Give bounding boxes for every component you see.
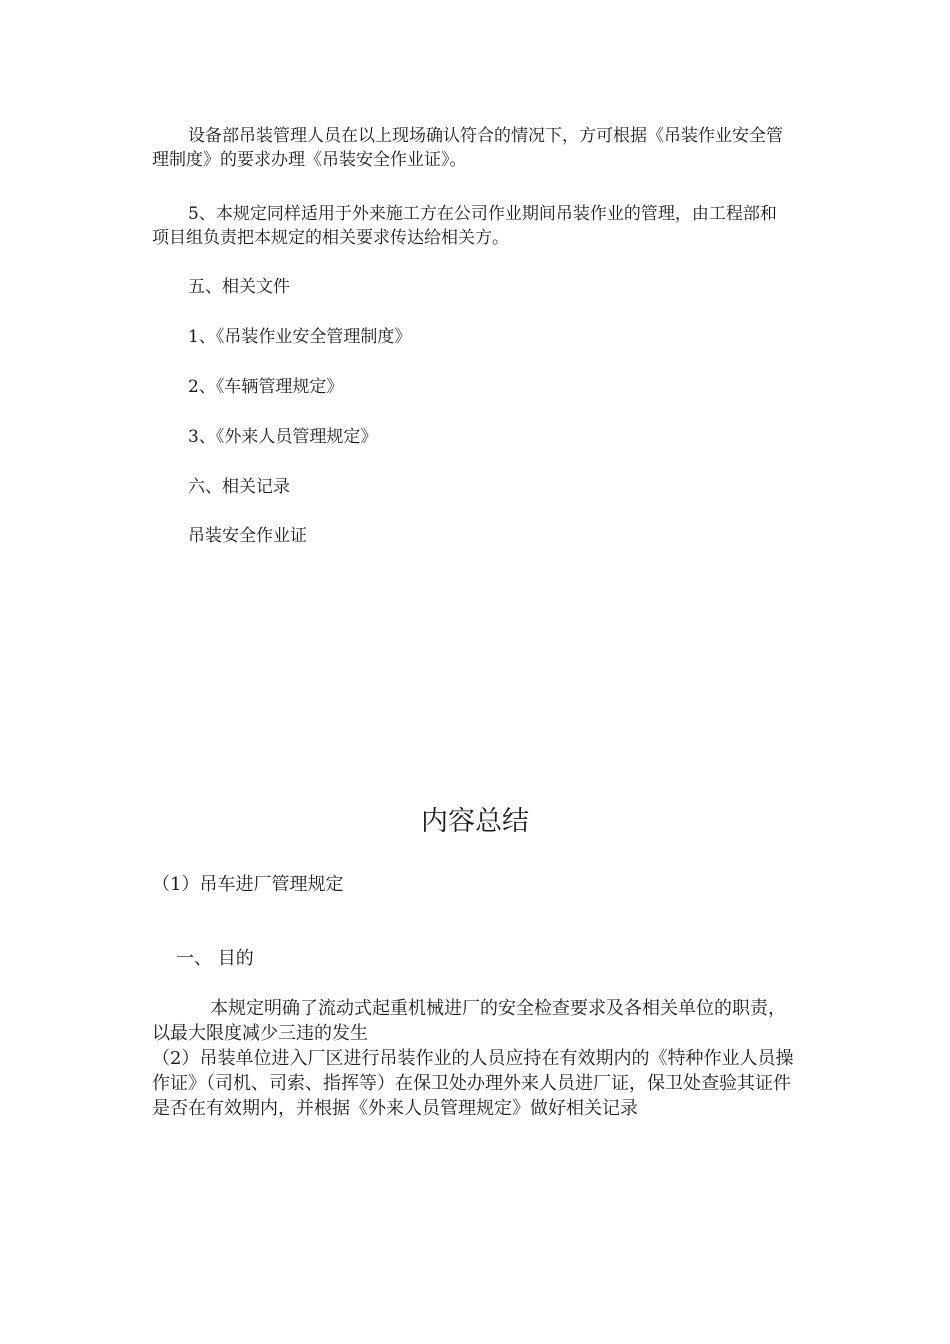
related-document-item-3: 3、《外来人员管理规定》 xyxy=(188,427,378,447)
paragraph-confirm-permit: 设备部吊装管理人员在以上现场确认符合的情况下，方可根据《吊装作业安全管理制度》的要求办理《吊装安全作业证》。 xyxy=(152,126,783,170)
paragraph-external-contractors: 5、本规定同样适用于外来施工方在公司作业期间吊装作业的管理，由工程部和项目组负责把本规定的相关要求传达给相关方。 xyxy=(152,204,777,248)
summary-item-1: （1）吊车进厂管理规定 xyxy=(152,874,344,895)
summary-purpose-text: 本规定明确了流动式起重机械进厂的安全检查要求及各相关单位的职责，以最大限度减少三违的发生 xyxy=(152,998,786,1044)
related-document-item-2: 2、《车辆管理规定》 xyxy=(188,377,344,397)
related-document-item-1: 1、《吊装作业安全管理制度》 xyxy=(188,327,412,347)
summary-title: 内容总结 xyxy=(421,806,529,837)
section-heading-related-records: 六、相关记录 xyxy=(188,477,290,497)
summary-item-2: （2）吊装单位进入厂区进行吊装作业的人员应持在有效期内的《特种作业人员操作证》（司机、司索、指挥等）在保卫处办理外来人员进厂证，保卫处查验其证件是否在有效期内，并根据《外来人员管理规定》做好相关记录 xyxy=(152,1048,794,1119)
section-heading-related-documents: 五、相关文件 xyxy=(188,277,290,297)
summary-purpose-heading: 一、 目的 xyxy=(176,948,254,969)
related-record-item-1: 吊装安全作业证 xyxy=(188,526,307,546)
